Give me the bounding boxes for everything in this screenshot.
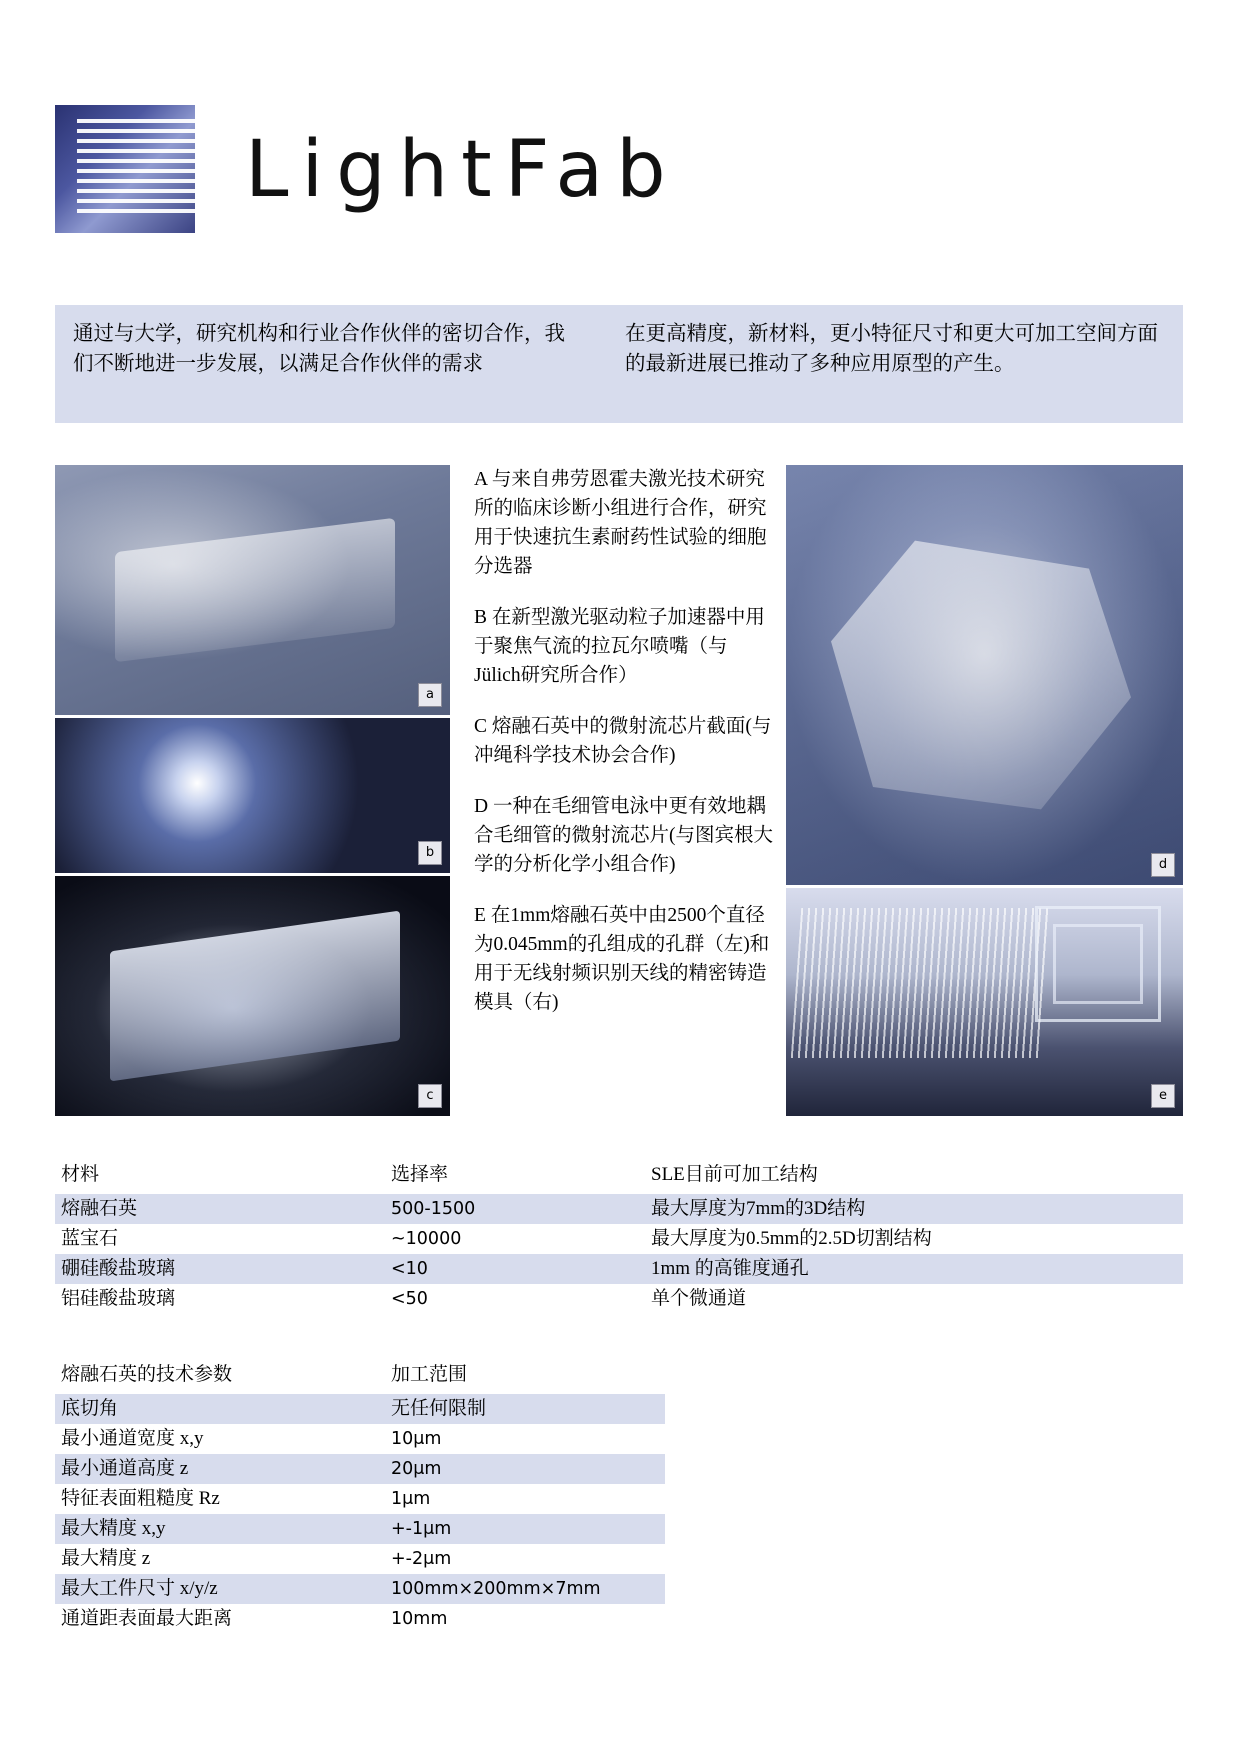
caption-c: C 熔融石英中的微射流芯片截面(与冲绳科学技术协会合作) — [474, 716, 772, 766]
cell-structure: 最大厚度为0.5mm的2.5D切割结构 — [651, 1228, 932, 1249]
table-row — [55, 1224, 1183, 1254]
header-selectivity: 选择率 — [391, 1164, 449, 1185]
cell-structure: 单个微通道 — [651, 1288, 747, 1309]
cell-parameter: 底切角 — [55, 1394, 385, 1424]
photo-fused-silica-hexagon — [786, 465, 1183, 885]
photo-label-c: c — [418, 1084, 442, 1108]
table-row — [55, 1394, 665, 1424]
brand-wordmark: LightFab — [245, 125, 679, 215]
table-header-row — [55, 1360, 665, 1394]
cell-material: 铝硅酸盐玻璃 — [61, 1288, 176, 1309]
cell-parameter: 最大工件尺寸 x/y/z — [55, 1574, 385, 1604]
brand-header — [55, 105, 955, 235]
table-row — [55, 1604, 665, 1634]
glass-chip-shape — [115, 518, 395, 662]
photo-cell-sorter — [55, 465, 450, 715]
cell-value: 1μm — [391, 1489, 431, 1509]
intro-band — [55, 305, 1183, 423]
intro-paragraph-right: 在更高精度，新材料，更小特征尺寸和更大可加工空间方面的最新进展已推动了多种应用原型的产生。 — [625, 323, 1158, 375]
caption-d: D 一种在毛细管电泳中更有效地耦合毛细管的微射流芯片(与图宾根大学的分析化学小组合作) — [474, 796, 773, 875]
cell-value: 10μm — [391, 1429, 442, 1449]
table-row — [55, 1194, 1183, 1224]
table-row — [55, 1514, 665, 1544]
cell-value: 100mm×200mm×7mm — [385, 1574, 665, 1604]
photo-label-d: d — [1151, 853, 1175, 877]
table-row — [55, 1454, 665, 1484]
cell-selectivity: ~10000 — [391, 1229, 462, 1249]
intro-paragraph-left: 通过与大学，研究机构和行业合作伙伴的密切合作，我们不断地进一步发展，以满足合作伙伴的需求 — [73, 323, 565, 375]
cell-structure: 1mm 的高锥度通孔 — [645, 1254, 1183, 1284]
cell-parameter: 特征表面粗糙度 Rz — [61, 1488, 220, 1509]
caption-a: A 与来自弗劳恩霍夫激光技术研究所的临床诊断小组进行合作，研究用于快速抗生素耐药性试验的细胞分选器 — [474, 469, 767, 577]
photo-label-a: a — [418, 683, 442, 707]
antenna-square-inner — [1053, 924, 1143, 1004]
header-structure: SLE目前可加工结构 — [651, 1164, 818, 1185]
photo-label-b: b — [418, 841, 442, 865]
header-parameter: 熔融石英的技术参数 — [61, 1364, 233, 1385]
cell-value: 20μm — [385, 1454, 665, 1484]
table-row — [55, 1544, 665, 1574]
cell-material: 硼硅酸盐玻璃 — [55, 1254, 385, 1284]
cell-material: 蓝宝石 — [61, 1228, 119, 1249]
photo-laser-nozzle — [55, 718, 450, 873]
table-row — [55, 1284, 1183, 1314]
cell-value: 10mm — [391, 1609, 448, 1629]
header-material: 材料 — [61, 1164, 100, 1185]
cell-parameter: 最大精度 x,y — [55, 1514, 385, 1544]
lightfab-logo-mark — [55, 105, 195, 233]
hexagon-glass-shape — [831, 535, 1131, 815]
caption-e: E 在1mm熔融石英中由2500个直径为0.045mm的孔组成的孔群（左)和用于无线射频识别天线的精密铸造模具（右) — [474, 905, 770, 1013]
photo-microfluidic-chip — [55, 876, 450, 1116]
cell-parameter: 最小通道宽度 x,y — [61, 1428, 204, 1449]
cell-value: +-2μm — [391, 1549, 452, 1569]
cell-parameter: 最大精度 z — [61, 1548, 151, 1569]
figure-captions — [474, 465, 774, 1039]
photo-label-e: e — [1151, 1084, 1175, 1108]
cell-material: 熔融石英 — [55, 1194, 385, 1224]
photo-hole-array — [786, 888, 1183, 1116]
header-range: 加工范围 — [391, 1364, 468, 1385]
table-row — [55, 1254, 1183, 1284]
glass-block-shape — [110, 911, 400, 1082]
table-row — [55, 1424, 665, 1454]
table-row — [55, 1574, 665, 1604]
specs-table — [55, 1360, 665, 1634]
cell-selectivity: <10 — [385, 1254, 645, 1284]
logo-stripes-icon — [77, 119, 237, 219]
cell-value: +-1μm — [385, 1514, 665, 1544]
caption-b: B 在新型激光驱动粒子加速器中用于聚焦气流的拉瓦尔喷嘴（与Jülich研究所合作） — [474, 607, 765, 686]
cell-selectivity: 500-1500 — [385, 1194, 645, 1224]
cell-selectivity: <50 — [391, 1289, 428, 1309]
cell-parameter: 最小通道高度 z — [55, 1454, 385, 1484]
cell-structure: 最大厚度为7mm的3D结构 — [645, 1194, 1183, 1224]
table-row — [55, 1484, 665, 1514]
cell-parameter: 通道距表面最大距离 — [61, 1608, 233, 1629]
table-header-row — [55, 1160, 1183, 1194]
pin-array-shape — [791, 908, 1051, 1058]
materials-table — [55, 1160, 1183, 1314]
cell-value: 无任何限制 — [385, 1394, 665, 1424]
